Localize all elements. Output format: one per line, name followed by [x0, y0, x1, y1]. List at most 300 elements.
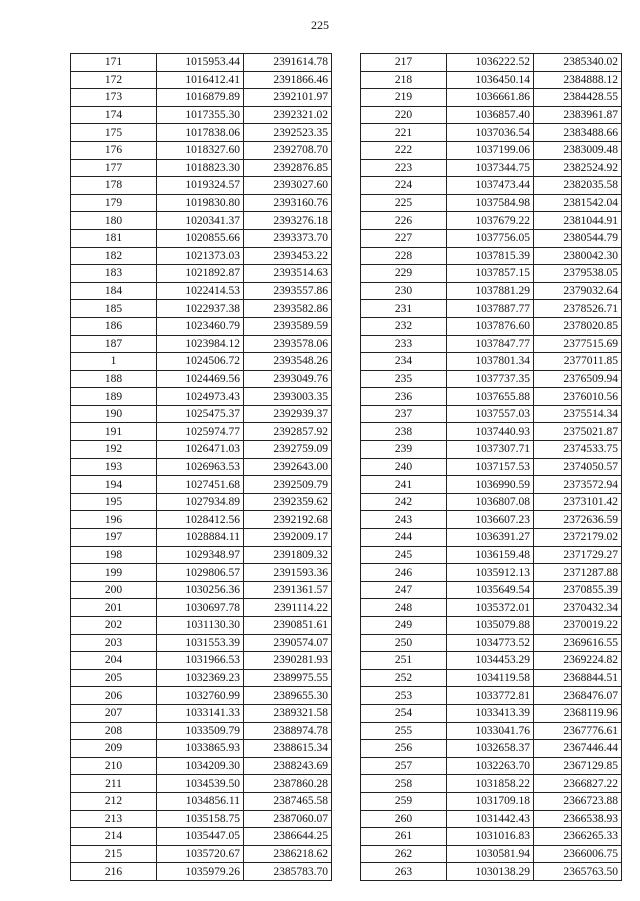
y-coordinate-cell: 2379538.05 — [534, 265, 622, 283]
point-number-cell: 249 — [361, 617, 447, 635]
table-row — [361, 159, 622, 177]
x-coordinate-cell: 1033041.76 — [447, 722, 534, 740]
table-row — [71, 177, 332, 195]
y-coordinate-cell: 2392857.92 — [244, 423, 332, 441]
point-number-cell: 202 — [71, 617, 157, 635]
table-row — [71, 722, 332, 740]
y-coordinate-cell: 2383961.87 — [534, 106, 622, 124]
table-row — [361, 704, 622, 722]
point-number-cell: 187 — [71, 335, 157, 353]
point-number-cell: 215 — [71, 845, 157, 863]
table-row — [71, 581, 332, 599]
y-coordinate-cell: 2392101.97 — [244, 89, 332, 107]
x-coordinate-cell: 1031709.18 — [447, 792, 534, 810]
point-number-cell: 204 — [71, 652, 157, 670]
y-coordinate-cell: 2393582.86 — [244, 300, 332, 318]
y-coordinate-cell: 2388243.69 — [244, 757, 332, 775]
y-coordinate-cell: 2392523.35 — [244, 124, 332, 142]
point-number-cell: 189 — [71, 388, 157, 406]
point-number-cell: 263 — [361, 863, 447, 881]
point-number-cell: 213 — [71, 810, 157, 828]
y-coordinate-cell: 2380544.79 — [534, 229, 622, 247]
y-coordinate-cell: 2372636.59 — [534, 511, 622, 529]
table-row — [71, 634, 332, 652]
y-coordinate-cell: 2377011.85 — [534, 353, 622, 371]
table-row — [361, 106, 622, 124]
table-row — [71, 652, 332, 670]
y-coordinate-cell: 2381044.91 — [534, 212, 622, 230]
point-number-cell: 217 — [361, 54, 447, 72]
point-number-cell: 199 — [71, 564, 157, 582]
y-coordinate-cell: 2387060.07 — [244, 810, 332, 828]
y-coordinate-cell: 2392192.68 — [244, 511, 332, 529]
table-row — [361, 229, 622, 247]
y-coordinate-cell: 2370855.39 — [534, 581, 622, 599]
table-row — [71, 617, 332, 635]
y-coordinate-cell: 2372179.02 — [534, 529, 622, 547]
x-coordinate-cell: 1024506.72 — [157, 353, 244, 371]
point-number-cell: 235 — [361, 370, 447, 388]
table-row — [71, 124, 332, 142]
table-row — [361, 476, 622, 494]
table-row — [71, 599, 332, 617]
table-row — [361, 247, 622, 265]
point-number-cell: 186 — [71, 317, 157, 335]
table-row — [71, 159, 332, 177]
table-row — [361, 740, 622, 758]
table-row — [361, 141, 622, 159]
x-coordinate-cell: 1031966.53 — [157, 652, 244, 670]
y-coordinate-cell: 2393514.63 — [244, 265, 332, 283]
point-number-cell: 177 — [71, 159, 157, 177]
x-coordinate-cell: 1036661.86 — [447, 89, 534, 107]
table-row — [361, 388, 622, 406]
table-row — [361, 282, 622, 300]
x-coordinate-cell: 1032369.23 — [157, 669, 244, 687]
point-number-cell: 224 — [361, 177, 447, 195]
x-coordinate-cell: 1037857.15 — [447, 265, 534, 283]
point-number-cell: 192 — [71, 441, 157, 459]
table-row — [71, 740, 332, 758]
point-number-cell: 260 — [361, 810, 447, 828]
y-coordinate-cell: 2392509.79 — [244, 476, 332, 494]
point-number-cell: 1 — [71, 353, 157, 371]
x-coordinate-cell: 1030581.94 — [447, 845, 534, 863]
y-coordinate-cell: 2374533.75 — [534, 441, 622, 459]
table-row — [71, 265, 332, 283]
point-number-cell: 236 — [361, 388, 447, 406]
x-coordinate-cell: 1036450.14 — [447, 71, 534, 89]
table-row — [71, 704, 332, 722]
x-coordinate-cell: 1037876.60 — [447, 317, 534, 335]
y-coordinate-cell: 2379032.64 — [534, 282, 622, 300]
point-number-cell: 207 — [71, 704, 157, 722]
x-coordinate-cell: 1032263.70 — [447, 757, 534, 775]
table-row — [361, 317, 622, 335]
point-number-cell: 195 — [71, 493, 157, 511]
y-coordinate-cell: 2366538.93 — [534, 810, 622, 828]
x-coordinate-cell: 1022937.38 — [157, 300, 244, 318]
point-number-cell: 175 — [71, 124, 157, 142]
point-number-cell: 206 — [71, 687, 157, 705]
point-number-cell: 209 — [71, 740, 157, 758]
table-row — [71, 441, 332, 459]
x-coordinate-cell: 1027451.68 — [157, 476, 244, 494]
y-coordinate-cell: 2385340.02 — [534, 54, 622, 72]
point-number-cell: 250 — [361, 634, 447, 652]
table-row — [361, 652, 622, 670]
point-number-cell: 194 — [71, 476, 157, 494]
coordinates-table-left — [70, 53, 332, 881]
y-coordinate-cell: 2367776.61 — [534, 722, 622, 740]
x-coordinate-cell: 1026471.03 — [157, 441, 244, 459]
y-coordinate-cell: 2391866.46 — [244, 71, 332, 89]
y-coordinate-cell: 2381542.04 — [534, 194, 622, 212]
x-coordinate-cell: 1037887.77 — [447, 300, 534, 318]
x-coordinate-cell: 1036607.23 — [447, 511, 534, 529]
table-row — [361, 581, 622, 599]
x-coordinate-cell: 1018327.60 — [157, 141, 244, 159]
table-row — [361, 124, 622, 142]
point-number-cell: 196 — [71, 511, 157, 529]
table-row — [361, 757, 622, 775]
y-coordinate-cell: 2393548.26 — [244, 353, 332, 371]
x-coordinate-cell: 1037473.44 — [447, 177, 534, 195]
y-coordinate-cell: 2389975.55 — [244, 669, 332, 687]
point-number-cell: 237 — [361, 405, 447, 423]
y-coordinate-cell: 2393027.60 — [244, 177, 332, 195]
x-coordinate-cell: 1030138.29 — [447, 863, 534, 881]
x-coordinate-cell: 1016879.89 — [157, 89, 244, 107]
point-number-cell: 208 — [71, 722, 157, 740]
table-row — [71, 54, 332, 72]
point-number-cell: 200 — [71, 581, 157, 599]
point-number-cell: 210 — [71, 757, 157, 775]
coordinates-table-right — [360, 53, 622, 881]
point-number-cell: 257 — [361, 757, 447, 775]
table-row — [361, 511, 622, 529]
y-coordinate-cell: 2389655.30 — [244, 687, 332, 705]
table-row — [71, 564, 332, 582]
point-number-cell: 201 — [71, 599, 157, 617]
x-coordinate-cell: 1024973.43 — [157, 388, 244, 406]
x-coordinate-cell: 1034453.29 — [447, 652, 534, 670]
y-coordinate-cell: 2391614.78 — [244, 54, 332, 72]
table-row — [361, 617, 622, 635]
table-row — [71, 194, 332, 212]
y-coordinate-cell: 2366006.75 — [534, 845, 622, 863]
point-number-cell: 214 — [71, 828, 157, 846]
y-coordinate-cell: 2366265.33 — [534, 828, 622, 846]
x-coordinate-cell: 1021892.87 — [157, 265, 244, 283]
x-coordinate-cell: 1035912.13 — [447, 564, 534, 582]
x-coordinate-cell: 1030256.36 — [157, 581, 244, 599]
x-coordinate-cell: 1017355.30 — [157, 106, 244, 124]
table-row — [361, 458, 622, 476]
y-coordinate-cell: 2376010.56 — [534, 388, 622, 406]
point-number-cell: 262 — [361, 845, 447, 863]
x-coordinate-cell: 1035158.75 — [157, 810, 244, 828]
y-coordinate-cell: 2390851.61 — [244, 617, 332, 635]
y-coordinate-cell: 2393578.06 — [244, 335, 332, 353]
table-row — [361, 177, 622, 195]
y-coordinate-cell: 2393453.22 — [244, 247, 332, 265]
y-coordinate-cell: 2383488.66 — [534, 124, 622, 142]
y-coordinate-cell: 2393373.70 — [244, 229, 332, 247]
table-row — [361, 775, 622, 793]
x-coordinate-cell: 1032760.99 — [157, 687, 244, 705]
y-coordinate-cell: 2393049.76 — [244, 370, 332, 388]
page-number: 225 — [311, 18, 329, 32]
x-coordinate-cell: 1037036.54 — [447, 124, 534, 142]
y-coordinate-cell: 2374050.57 — [534, 458, 622, 476]
point-number-cell: 230 — [361, 282, 447, 300]
y-coordinate-cell: 2391114.22 — [244, 599, 332, 617]
y-coordinate-cell: 2375514.34 — [534, 405, 622, 423]
y-coordinate-cell: 2392321.02 — [244, 106, 332, 124]
table-row — [361, 370, 622, 388]
y-coordinate-cell: 2370019.22 — [534, 617, 622, 635]
y-coordinate-cell: 2366827.22 — [534, 775, 622, 793]
point-number-cell: 259 — [361, 792, 447, 810]
x-coordinate-cell: 1036222.52 — [447, 54, 534, 72]
table-row — [71, 687, 332, 705]
table-row — [361, 687, 622, 705]
y-coordinate-cell: 2392359.62 — [244, 493, 332, 511]
point-number-cell: 248 — [361, 599, 447, 617]
point-number-cell: 244 — [361, 529, 447, 547]
point-number-cell: 254 — [361, 704, 447, 722]
x-coordinate-cell: 1036857.40 — [447, 106, 534, 124]
y-coordinate-cell: 2376509.94 — [534, 370, 622, 388]
x-coordinate-cell: 1030697.78 — [157, 599, 244, 617]
point-number-cell: 222 — [361, 141, 447, 159]
x-coordinate-cell: 1033865.93 — [157, 740, 244, 758]
x-coordinate-cell: 1032658.37 — [447, 740, 534, 758]
table-row — [361, 599, 622, 617]
y-coordinate-cell: 2384888.12 — [534, 71, 622, 89]
x-coordinate-cell: 1037440.93 — [447, 423, 534, 441]
x-coordinate-cell: 1036807.08 — [447, 493, 534, 511]
table-row — [71, 71, 332, 89]
table-row — [71, 828, 332, 846]
table-row — [71, 458, 332, 476]
x-coordinate-cell: 1031130.30 — [157, 617, 244, 635]
point-number-cell: 197 — [71, 529, 157, 547]
table-row — [361, 89, 622, 107]
point-number-cell: 179 — [71, 194, 157, 212]
x-coordinate-cell: 1035079.88 — [447, 617, 534, 635]
table-row — [361, 546, 622, 564]
point-number-cell: 193 — [71, 458, 157, 476]
point-number-cell: 261 — [361, 828, 447, 846]
table-row — [361, 300, 622, 318]
x-coordinate-cell: 1033772.81 — [447, 687, 534, 705]
table-row — [71, 775, 332, 793]
y-coordinate-cell: 2393589.59 — [244, 317, 332, 335]
table-row — [71, 106, 332, 124]
x-coordinate-cell: 1020341.37 — [157, 212, 244, 230]
table-row — [361, 265, 622, 283]
x-coordinate-cell: 1020855.66 — [157, 229, 244, 247]
point-number-cell: 240 — [361, 458, 447, 476]
x-coordinate-cell: 1019324.57 — [157, 177, 244, 195]
y-coordinate-cell: 2382524.92 — [534, 159, 622, 177]
x-coordinate-cell: 1031016.83 — [447, 828, 534, 846]
table-row — [71, 388, 332, 406]
point-number-cell: 173 — [71, 89, 157, 107]
x-coordinate-cell: 1035720.67 — [157, 845, 244, 863]
table-row — [361, 423, 622, 441]
table-row — [71, 405, 332, 423]
table-row — [361, 634, 622, 652]
table-row — [71, 810, 332, 828]
point-number-cell: 231 — [361, 300, 447, 318]
point-number-cell: 181 — [71, 229, 157, 247]
point-number-cell: 225 — [361, 194, 447, 212]
table-row — [361, 722, 622, 740]
table-row — [71, 529, 332, 547]
point-number-cell: 228 — [361, 247, 447, 265]
y-coordinate-cell: 2388615.34 — [244, 740, 332, 758]
point-number-cell: 172 — [71, 71, 157, 89]
point-number-cell: 252 — [361, 669, 447, 687]
point-number-cell: 241 — [361, 476, 447, 494]
y-coordinate-cell: 2383009.48 — [534, 141, 622, 159]
x-coordinate-cell: 1019830.80 — [157, 194, 244, 212]
y-coordinate-cell: 2393003.35 — [244, 388, 332, 406]
x-coordinate-cell: 1037756.05 — [447, 229, 534, 247]
x-coordinate-cell: 1033141.33 — [157, 704, 244, 722]
x-coordinate-cell: 1028412.56 — [157, 511, 244, 529]
y-coordinate-cell: 2390574.07 — [244, 634, 332, 652]
point-number-cell: 232 — [361, 317, 447, 335]
x-coordinate-cell: 1034119.58 — [447, 669, 534, 687]
x-coordinate-cell: 1034856.11 — [157, 792, 244, 810]
y-coordinate-cell: 2391593.36 — [244, 564, 332, 582]
x-coordinate-cell: 1033509.79 — [157, 722, 244, 740]
x-coordinate-cell: 1037679.22 — [447, 212, 534, 230]
y-coordinate-cell: 2368119.96 — [534, 704, 622, 722]
x-coordinate-cell: 1037307.71 — [447, 441, 534, 459]
y-coordinate-cell: 2387465.58 — [244, 792, 332, 810]
point-number-cell: 258 — [361, 775, 447, 793]
y-coordinate-cell: 2385783.70 — [244, 863, 332, 881]
table-row — [361, 863, 622, 881]
point-number-cell: 212 — [71, 792, 157, 810]
point-number-cell: 251 — [361, 652, 447, 670]
table-row — [361, 669, 622, 687]
x-coordinate-cell: 1035979.26 — [157, 863, 244, 881]
y-coordinate-cell: 2392876.85 — [244, 159, 332, 177]
table-row — [71, 845, 332, 863]
y-coordinate-cell: 2386644.25 — [244, 828, 332, 846]
table-row — [71, 792, 332, 810]
x-coordinate-cell: 1026963.53 — [157, 458, 244, 476]
y-coordinate-cell: 2382035.58 — [534, 177, 622, 195]
y-coordinate-cell: 2378526.71 — [534, 300, 622, 318]
x-coordinate-cell: 1031858.22 — [447, 775, 534, 793]
y-coordinate-cell: 2365763.50 — [534, 863, 622, 881]
x-coordinate-cell: 1025974.77 — [157, 423, 244, 441]
y-coordinate-cell: 2373101.42 — [534, 493, 622, 511]
point-number-cell: 253 — [361, 687, 447, 705]
point-number-cell: 220 — [361, 106, 447, 124]
point-number-cell: 205 — [71, 669, 157, 687]
table-row — [71, 141, 332, 159]
point-number-cell: 176 — [71, 141, 157, 159]
x-coordinate-cell: 1027934.89 — [157, 493, 244, 511]
x-coordinate-cell: 1029348.97 — [157, 546, 244, 564]
point-number-cell: 245 — [361, 546, 447, 564]
x-coordinate-cell: 1023460.79 — [157, 317, 244, 335]
y-coordinate-cell: 2369224.82 — [534, 652, 622, 670]
table-row — [361, 845, 622, 863]
point-number-cell: 183 — [71, 265, 157, 283]
point-number-cell: 185 — [71, 300, 157, 318]
table-row — [71, 546, 332, 564]
x-coordinate-cell: 1037344.75 — [447, 159, 534, 177]
x-coordinate-cell: 1031442.43 — [447, 810, 534, 828]
x-coordinate-cell: 1035447.05 — [157, 828, 244, 846]
point-number-cell: 255 — [361, 722, 447, 740]
table-row — [71, 669, 332, 687]
table-row — [71, 476, 332, 494]
point-number-cell: 178 — [71, 177, 157, 195]
y-coordinate-cell: 2390281.93 — [244, 652, 332, 670]
point-number-cell: 198 — [71, 546, 157, 564]
point-number-cell: 203 — [71, 634, 157, 652]
point-number-cell: 223 — [361, 159, 447, 177]
x-coordinate-cell: 1034773.52 — [447, 634, 534, 652]
y-coordinate-cell: 2384428.55 — [534, 89, 622, 107]
x-coordinate-cell: 1034539.50 — [157, 775, 244, 793]
point-number-cell: 216 — [71, 863, 157, 881]
x-coordinate-cell: 1016412.41 — [157, 71, 244, 89]
x-coordinate-cell: 1037881.29 — [447, 282, 534, 300]
table-row — [71, 282, 332, 300]
y-coordinate-cell: 2375021.87 — [534, 423, 622, 441]
table-row — [71, 863, 332, 881]
point-number-cell: 229 — [361, 265, 447, 283]
x-coordinate-cell: 1037815.39 — [447, 247, 534, 265]
y-coordinate-cell: 2392009.17 — [244, 529, 332, 547]
y-coordinate-cell: 2377515.69 — [534, 335, 622, 353]
point-number-cell: 180 — [71, 212, 157, 230]
y-coordinate-cell: 2392643.00 — [244, 458, 332, 476]
table-row — [361, 194, 622, 212]
point-number-cell: 226 — [361, 212, 447, 230]
y-coordinate-cell: 2393160.76 — [244, 194, 332, 212]
point-number-cell: 182 — [71, 247, 157, 265]
x-coordinate-cell: 1037801.34 — [447, 353, 534, 371]
point-number-cell: 221 — [361, 124, 447, 142]
y-coordinate-cell: 2371729.27 — [534, 546, 622, 564]
point-number-cell: 211 — [71, 775, 157, 793]
x-coordinate-cell: 1025475.37 — [157, 405, 244, 423]
y-coordinate-cell: 2370432.34 — [534, 599, 622, 617]
y-coordinate-cell: 2393557.86 — [244, 282, 332, 300]
x-coordinate-cell: 1015953.44 — [157, 54, 244, 72]
y-coordinate-cell: 2386218.62 — [244, 845, 332, 863]
y-coordinate-cell: 2371287.88 — [534, 564, 622, 582]
x-coordinate-cell: 1024469.56 — [157, 370, 244, 388]
y-coordinate-cell: 2388974.78 — [244, 722, 332, 740]
x-coordinate-cell: 1023984.12 — [157, 335, 244, 353]
x-coordinate-cell: 1037199.06 — [447, 141, 534, 159]
y-coordinate-cell: 2373572.94 — [534, 476, 622, 494]
y-coordinate-cell: 2366723.88 — [534, 792, 622, 810]
